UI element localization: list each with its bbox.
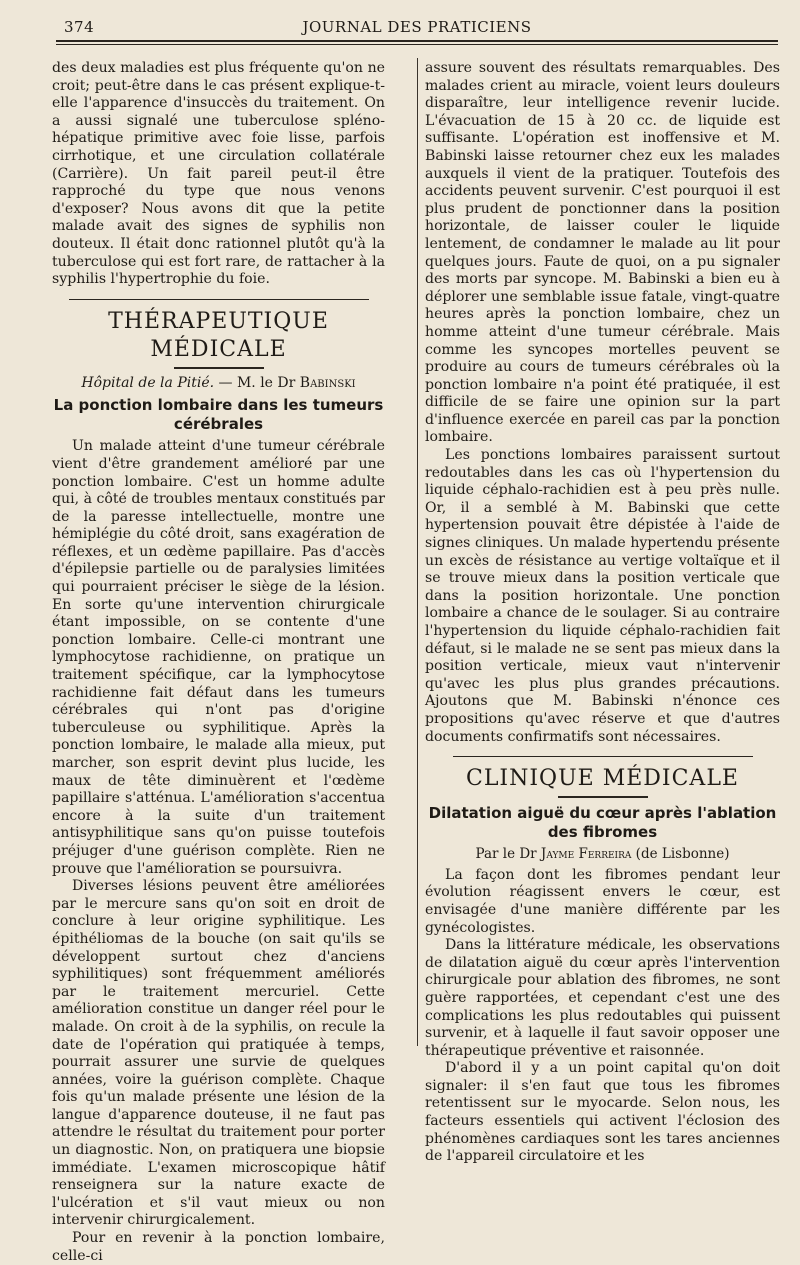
source-prefix: — M. le Dr (214, 374, 300, 391)
paragraph: La façon dont les fibromes pendant leur évolution réagissent envers le cœur, est envisagée d'une manière différente par les gynécologistes. (425, 866, 780, 936)
right-column (425, 60, 780, 1165)
article-byline (425, 846, 780, 864)
section-title-therapeutique: THÉRAPEUTIQUE MÉDICALE (108, 308, 329, 362)
paragraph: Diverses lésions peuvent être améliorées par le mercure sans qu'on soit en droit de conclure à leur origine syphilitique. Les épithéliomas de la bouche (on sait qu'ils se développent surtout chez d'anciens syphilitiques) sont fréquemment améliorés par le traitement mercuriel. Cette amélioration constitue un danger réel pour le malade. On croit à de la syphilis, on recule la date de l'opération qui pratiquée à temps, pourrait assurer une survie de quelques années, voire la guérison complète. Chaque fois qu'un malade présente une lésion de la langue d'apparence douteuse, il ne faut pas attendre le résultat du traitement pour porter un diagnostic. Non, on pratiquera une biopsie immédiate. L'examen microscopique hâtif renseignera sur la nature exacte de l'ulcération et s'il vaut mieux ou non intervenir chirurgicalement. (52, 878, 385, 1229)
left-column (52, 60, 385, 1264)
article-title-dilatation: Dilatation aiguë du cœur après l'ablation des fibromes (428, 804, 777, 842)
paragraph: Dans la littérature médicale, les observations de dilatation aiguë du cœur après l'intervention chirurgicale pour ablation des fibromes, ne sont guère rapportées, et cependant c'est une des complications les plus redoutables qui puissent survenir, et à laquelle il faut savoir opposer une thérapeutique préventive et raisonnée. (425, 937, 780, 1059)
paragraph: D'abord il y a un point capital qu'on doit signaler: il s'en faut que tous les fibromes retentissent sur le myocarde. Selon nous, les facteurs essentiels qui activent l'éclosion des phénomènes cardiaques sont les tares anciennes de l'appareil circulatoire et les (425, 1060, 780, 1165)
article-title-ponction: La ponction lombaire dans les tumeurs cérébrales (53, 396, 384, 434)
section-rule (453, 756, 753, 757)
section-rule (69, 299, 369, 300)
section-title-clinique: CLINIQUE MÉDICALE (465, 766, 739, 792)
byline-author: Jayme Ferreira (540, 846, 632, 863)
source-author: Babinski (299, 374, 356, 391)
section-title-underline (558, 796, 648, 798)
paragraph: Un malade atteint d'une tumeur cérébrale vient d'être grandement amélioré par une ponction lombaire. C'est un homme adulte qui, à côté de troubles mentaux constitués par de la paresse intellectuelle, montre une hémiplégie du côté droit, sans exagération de réflexes, et un œdème papillaire. Pas d'accès d'épilepsie partielle ou de paralysies limitées qui pourraient préciser le siège de la lésion. En sorte qu'une intervention chirurgicale étant impossible, on se contente d'une ponction lombaire. Celle-ci montrant une lymphocytose rachidienne, on pratique un traitement spécifique, car la lymphocytose rachidienne fait défaut dans les tumeurs cérébrales qui n'ont pas d'origine tuberculeuse ou syphilitique. Après la ponction lombaire, le malade alla mieux, put marcher, son esprit devint plus lucide, les maux de tête diminuèrent et l'œdème papillaire s'atténua. L'amélioration s'accentua encore à la suite d'un traitement antisyphilitique sans qu'on puisse toutefois préjuger d'une guérison complète. Rien ne prouve que l'amélioration se poursuivra. (52, 438, 385, 877)
header-rule-thin (56, 44, 778, 45)
running-head (56, 14, 778, 40)
source-place: Hôpital de la Pitié. (81, 374, 215, 391)
paragraph: Les ponctions lombaires paraissent surtout redoutables dans les cas où l'hypertension du liquide céphalo-rachidien est à peu près nulle. Or, il a semblé à M. Babinski que cette hypertension pouvait être dépistée à l'aide de signes cliniques. Un malade hypertendu présente un excès de résistance au vertige voltaïque et il se trouve mieux dans la position verticale que dans la position horizontale. Une ponction lombaire a chance de le soulager. Si au contraire l'hypertension du liquide céphalo-rachidien fait défaut, si le malade ne se sent pas mieux dans la position verticale, mieux vaut n'intervenir qu'avec les plus plus grandes précautions. Ajoutons que M. Babinski n'énonce ces propositions qu'avec réserve et que d'autres documents confirmatifs sont nécessaires. (425, 447, 780, 745)
header-rule (56, 40, 778, 42)
section-title-underline (174, 367, 264, 369)
paragraph-continued: des deux maladies est plus fréquente qu'on ne croit; peut-être dans le cas présent explique-t-elle l'apparence d'insuccès du traitement. On a aussi signalé une tuberculose spléno-hépatique primitive avec foie lisse, parfois cirrhotique, et une circulation collatérale (Carrière). Un fait pareil peut-il être rapproché du type que nous venons d'exposer? Nous avons dit que la petite malade avait des signes de syphilis non douteux. Il était donc rationnel plutôt qu'à la tuberculose qui est fort rare, de rattacher à la syphilis l'hypertrophie du foie. (52, 60, 385, 288)
byline-suffix: (de Lisbonne) (631, 846, 730, 863)
article-source (52, 375, 385, 393)
paragraph-continued: assure souvent des résultats remarquables. Des malades crient au miracle, voient leurs douleurs disparaître, leur intelligence revenir lucide. L'évacuation de 15 à 20 cc. de liquide est suffisante. L'opération est inoffensive et M. Babinski laisse retourner chez eux les malades auxquels il vient de la pratiquer. Toutefois des accidents peuvent survenir. C'est pourquoi il est plus prudent de ponctionner dans la position horizontale, de laisser couler le liquide lentement, de condamner le malade au lit pour quelques jours. Faute de quoi, on a pu signaler des morts par syncope. M. Babinski a bien eu à déplorer une semblable issue fatale, vingt-quatre heures après la ponction lombaire, chez un homme atteint d'une tumeur cérébrale. Mais comme les syncopes mortelles peuvent se produire au cours de tumeurs cérébrales où la ponction lombaire n'a point été pratiquée, il est difficile de se faire une opinion sur la part d'influence exercée en pareil cas par la ponction lombaire. (425, 60, 780, 446)
journal-title: JOURNAL DES PRATICIENS (302, 18, 532, 36)
paragraph: Pour en revenir à la ponction lombaire, celle-ci (52, 1230, 385, 1264)
column-divider (417, 58, 418, 1046)
page-number: 374 (64, 18, 95, 36)
byline-prefix: Par le Dr (475, 846, 541, 863)
